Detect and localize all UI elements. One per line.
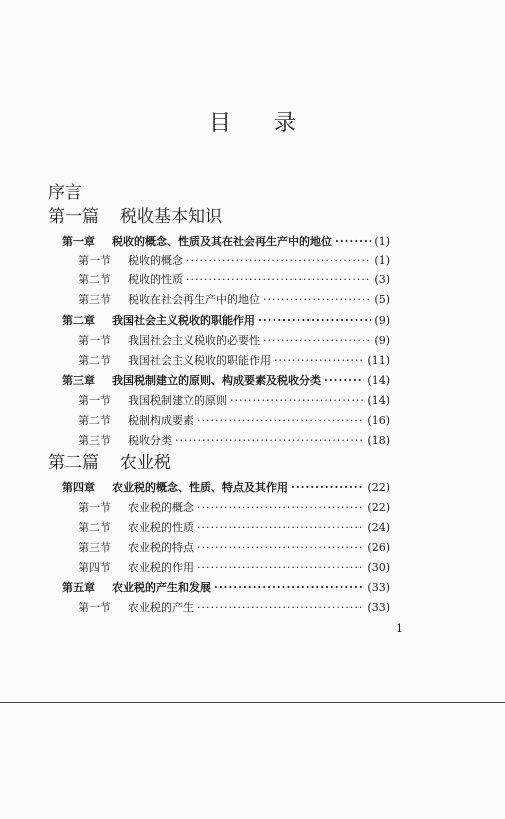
page-ref: (22) (367, 500, 390, 514)
page-ref: (33) (367, 580, 390, 594)
dot-leader (274, 354, 364, 367)
toc-section-row (78, 351, 390, 369)
section-title: 我国社会主义税收的必要性 (128, 334, 260, 347)
dot-leader (263, 293, 371, 306)
section-label: 第三节 (78, 434, 111, 447)
section-label: 第一节 (78, 394, 111, 407)
toc-section-row (78, 431, 390, 449)
toc-section-row (78, 391, 390, 409)
toc-chapter-row (62, 311, 390, 329)
page-ref: (1) (374, 253, 390, 267)
part-heading (48, 452, 171, 474)
chapter-label: 第四章 (62, 481, 95, 494)
dot-leader (186, 273, 371, 286)
dot-leader (186, 254, 371, 267)
section-title: 税收的性质 (128, 273, 183, 286)
page-ref: (24) (367, 520, 390, 534)
dot-leader (258, 314, 371, 327)
toc-section-row (78, 558, 390, 576)
dot-leader (214, 581, 364, 594)
section-title: 我国税制建立的原则 (128, 394, 227, 407)
chapter-label: 第三章 (62, 374, 95, 387)
chapter-label: 第一章 (62, 235, 95, 248)
section-title: 农业税的概念 (128, 501, 194, 514)
toc-section-row (78, 518, 390, 536)
page-ref: (14) (367, 373, 390, 387)
page-ref: (1) (374, 234, 390, 248)
part-title: 税收基本知识 (120, 207, 222, 227)
section-title: 农业税的特点 (128, 541, 194, 554)
toc-chapter-row (62, 478, 390, 496)
page-ref: (26) (367, 540, 390, 554)
page-ref: (9) (374, 333, 390, 347)
dot-leader (197, 521, 364, 534)
bottom-rule (0, 702, 505, 703)
section-label: 第二节 (78, 273, 111, 286)
chapter-title: 我国社会主义税收的职能作用 (112, 314, 255, 327)
chapter-label: 第二章 (62, 314, 95, 327)
part-label: 第二篇 (48, 453, 99, 473)
dot-leader (335, 235, 371, 248)
toc-section-row (78, 498, 390, 516)
page-ref: (22) (367, 480, 390, 494)
page-ref: (16) (367, 413, 390, 427)
chapter-label: 第五章 (62, 581, 95, 594)
page-ref: (5) (374, 292, 390, 306)
toc-chapter-row (62, 578, 390, 596)
section-label: 第二节 (78, 354, 111, 367)
toc-section-row (78, 598, 390, 616)
section-title: 税制构成要素 (128, 414, 194, 427)
section-label: 第二节 (78, 414, 111, 427)
page-title: 目 录 (209, 111, 314, 136)
section-title: 农业税的产生 (128, 601, 194, 614)
section-label: 第一节 (78, 601, 111, 614)
chapter-title: 我国税制建立的原则、构成要素及税收分类 (112, 374, 321, 387)
chapter-title: 农业税的产生和发展 (112, 581, 211, 594)
section-label: 第一节 (78, 334, 111, 347)
dot-leader (175, 434, 364, 447)
dot-leader (197, 561, 364, 574)
toc-section-row (78, 538, 390, 556)
page-ref: (30) (367, 560, 390, 574)
page-ref: (18) (367, 433, 390, 447)
dot-leader (197, 541, 364, 554)
section-title: 农业税的性质 (128, 521, 194, 534)
dot-leader (291, 481, 364, 494)
toc-section-row (78, 411, 390, 429)
page-ref: (11) (367, 353, 390, 367)
section-label: 第四节 (78, 561, 111, 574)
toc-section-row (78, 251, 390, 269)
toc-section-row (78, 331, 390, 349)
toc-chapter-row (62, 232, 390, 250)
page-ref: (3) (374, 272, 390, 286)
section-label: 第三节 (78, 293, 111, 306)
dot-leader (197, 501, 364, 514)
dot-leader (230, 394, 364, 407)
preface-heading: 序言 (48, 183, 82, 203)
dot-leader (324, 374, 364, 387)
section-title: 我国社会主义税收的职能作用 (128, 354, 271, 367)
part-label: 第一篇 (48, 207, 99, 227)
toc-chapter-row (62, 371, 390, 389)
dot-leader (263, 334, 371, 347)
section-label: 第三节 (78, 541, 111, 554)
section-title: 税收在社会再生产中的地位 (128, 293, 260, 306)
section-title: 农业税的作用 (128, 561, 194, 574)
section-title: 税收的概念 (128, 254, 183, 267)
section-label: 第一节 (78, 501, 111, 514)
page-ref: (9) (374, 313, 390, 327)
toc-section-row (78, 270, 390, 288)
page-ref: (14) (367, 393, 390, 407)
chapter-title: 农业税的概念、性质、特点及其作用 (112, 481, 288, 494)
section-label: 第二节 (78, 521, 111, 534)
dot-leader (197, 601, 364, 614)
part-heading (48, 206, 222, 228)
part-title: 农业税 (120, 453, 171, 473)
section-label: 第一节 (78, 254, 111, 267)
dot-leader (197, 414, 364, 427)
chapter-title: 税收的概念、性质及其在社会再生产中的地位 (112, 235, 332, 248)
section-title: 税收分类 (128, 434, 172, 447)
toc-section-row (78, 290, 390, 308)
page-ref: (33) (367, 600, 390, 614)
page-number: 1 (396, 622, 403, 635)
